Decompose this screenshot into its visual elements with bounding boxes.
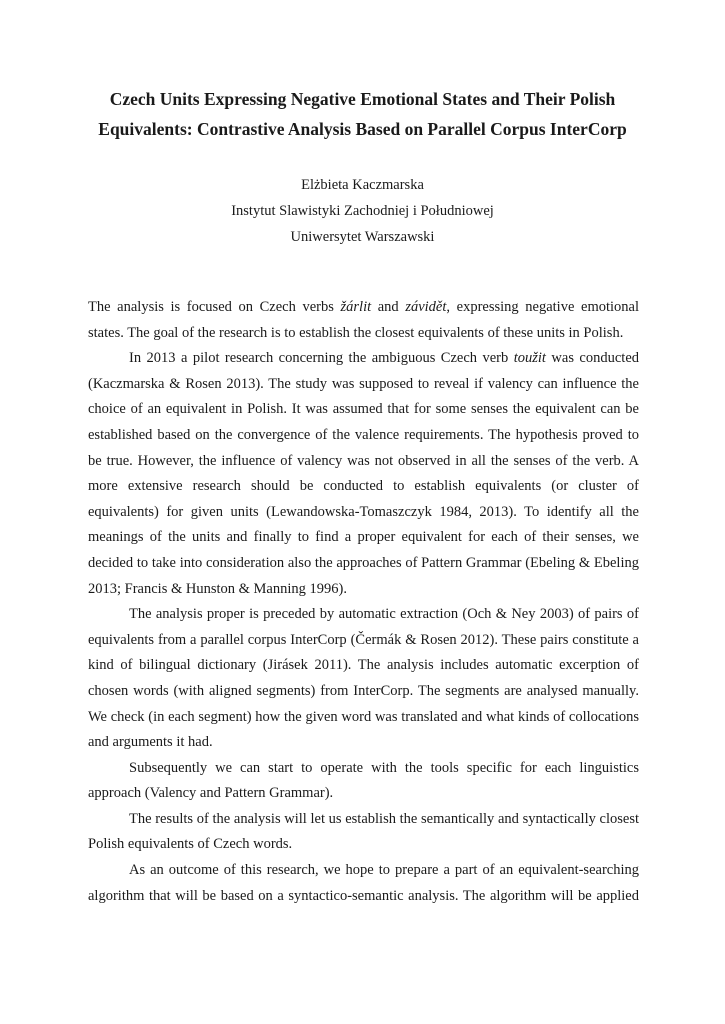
paragraph-5: The results of the analysis will let us establish the semantically and syntactically closest Polish equivalents of Czech words. [88,810,639,853]
czech-verb-zarlit: žárlit [340,299,372,315]
paragraph-1-text-b: and [371,299,406,315]
paragraph-2-text-a: In 2013 a pilot research concerning the ambiguous Czech verb [129,350,514,367]
paragraph-6: As an outcome of this research, we hope to prepare a part of an equivalent-searching algorithm that will be based on a syntactico-semantic analysis. The algorithm will be applied [88,862,639,904]
paragraph-1 [88,295,639,346]
paragraph-1-text-c: , expressing negative emotional states. The goal of the research is to establish the closest equivalents of these units in Polish. [88,299,639,341]
paragraph-2-text-b: was conducted (Kaczmarska & Rosen 2013). The study was supposed to reveal if valency can influence the choice of an equivalent in Polish. It was assumed that for some senses the equivalent can be established based on the convergence of the valence requirements. The hypothesis proved to be true. However, the influence of valency was not observed in all the senses of the verb. A more extensive research should be conducted to establish equivalents (or cluster of equivalents) for given units (Lewandowska-Tomaszczyk 1984, 2013). To identify all the meanings of the units and finally to find a proper equivalent for each of their senses, we decided to take into consideration also the approaches of Pattern Grammar (Ebeling & Ebeling 2013; Francis & Hunston & Manning 1996). [88,350,640,597]
author-name: Elżbieta Kaczmarska [301,177,424,193]
author-block [60,172,665,250]
paper-title-line-1: Czech Units Expressing Negative Emotional States and Their Polish [109,89,616,109]
czech-verb-zavidet: závidět [405,299,447,315]
paragraph-4: Subsequently we can start to operate with the tools specific for each linguistics approach (Valency and Pattern Grammar). [88,759,639,802]
paper-title [60,84,665,144]
czech-verb-touzit: toužit [513,350,546,367]
paragraph-3: The analysis proper is preceded by automatic extraction (Och & Ney 2003) of pairs of equivalents from a parallel corpus InterCorp (Čermák & Rosen 2012). These pairs constitute a kind of bilingual dictionary (Jirásek 2011). The analysis includes automatic excerption of chosen words (with aligned segments) from InterCorp. The segments are analysed manually. We check (in each segment) how the given word was translated and what kinds of collocations and arguments it had. [88,606,639,751]
abstract-body [88,295,639,909]
author-institute: Instytut Slawistyki Zachodniej i Południowej [231,203,494,219]
paragraph-2 [88,346,639,602]
paper-title-line-2: Equivalents: Contrastive Analysis Based on Parallel Corpus InterCorp [98,119,627,139]
author-university: Uniwersytet Warszawski [290,229,435,245]
paragraph-1-text-a: The analysis is focused on Czech verbs [88,299,341,315]
